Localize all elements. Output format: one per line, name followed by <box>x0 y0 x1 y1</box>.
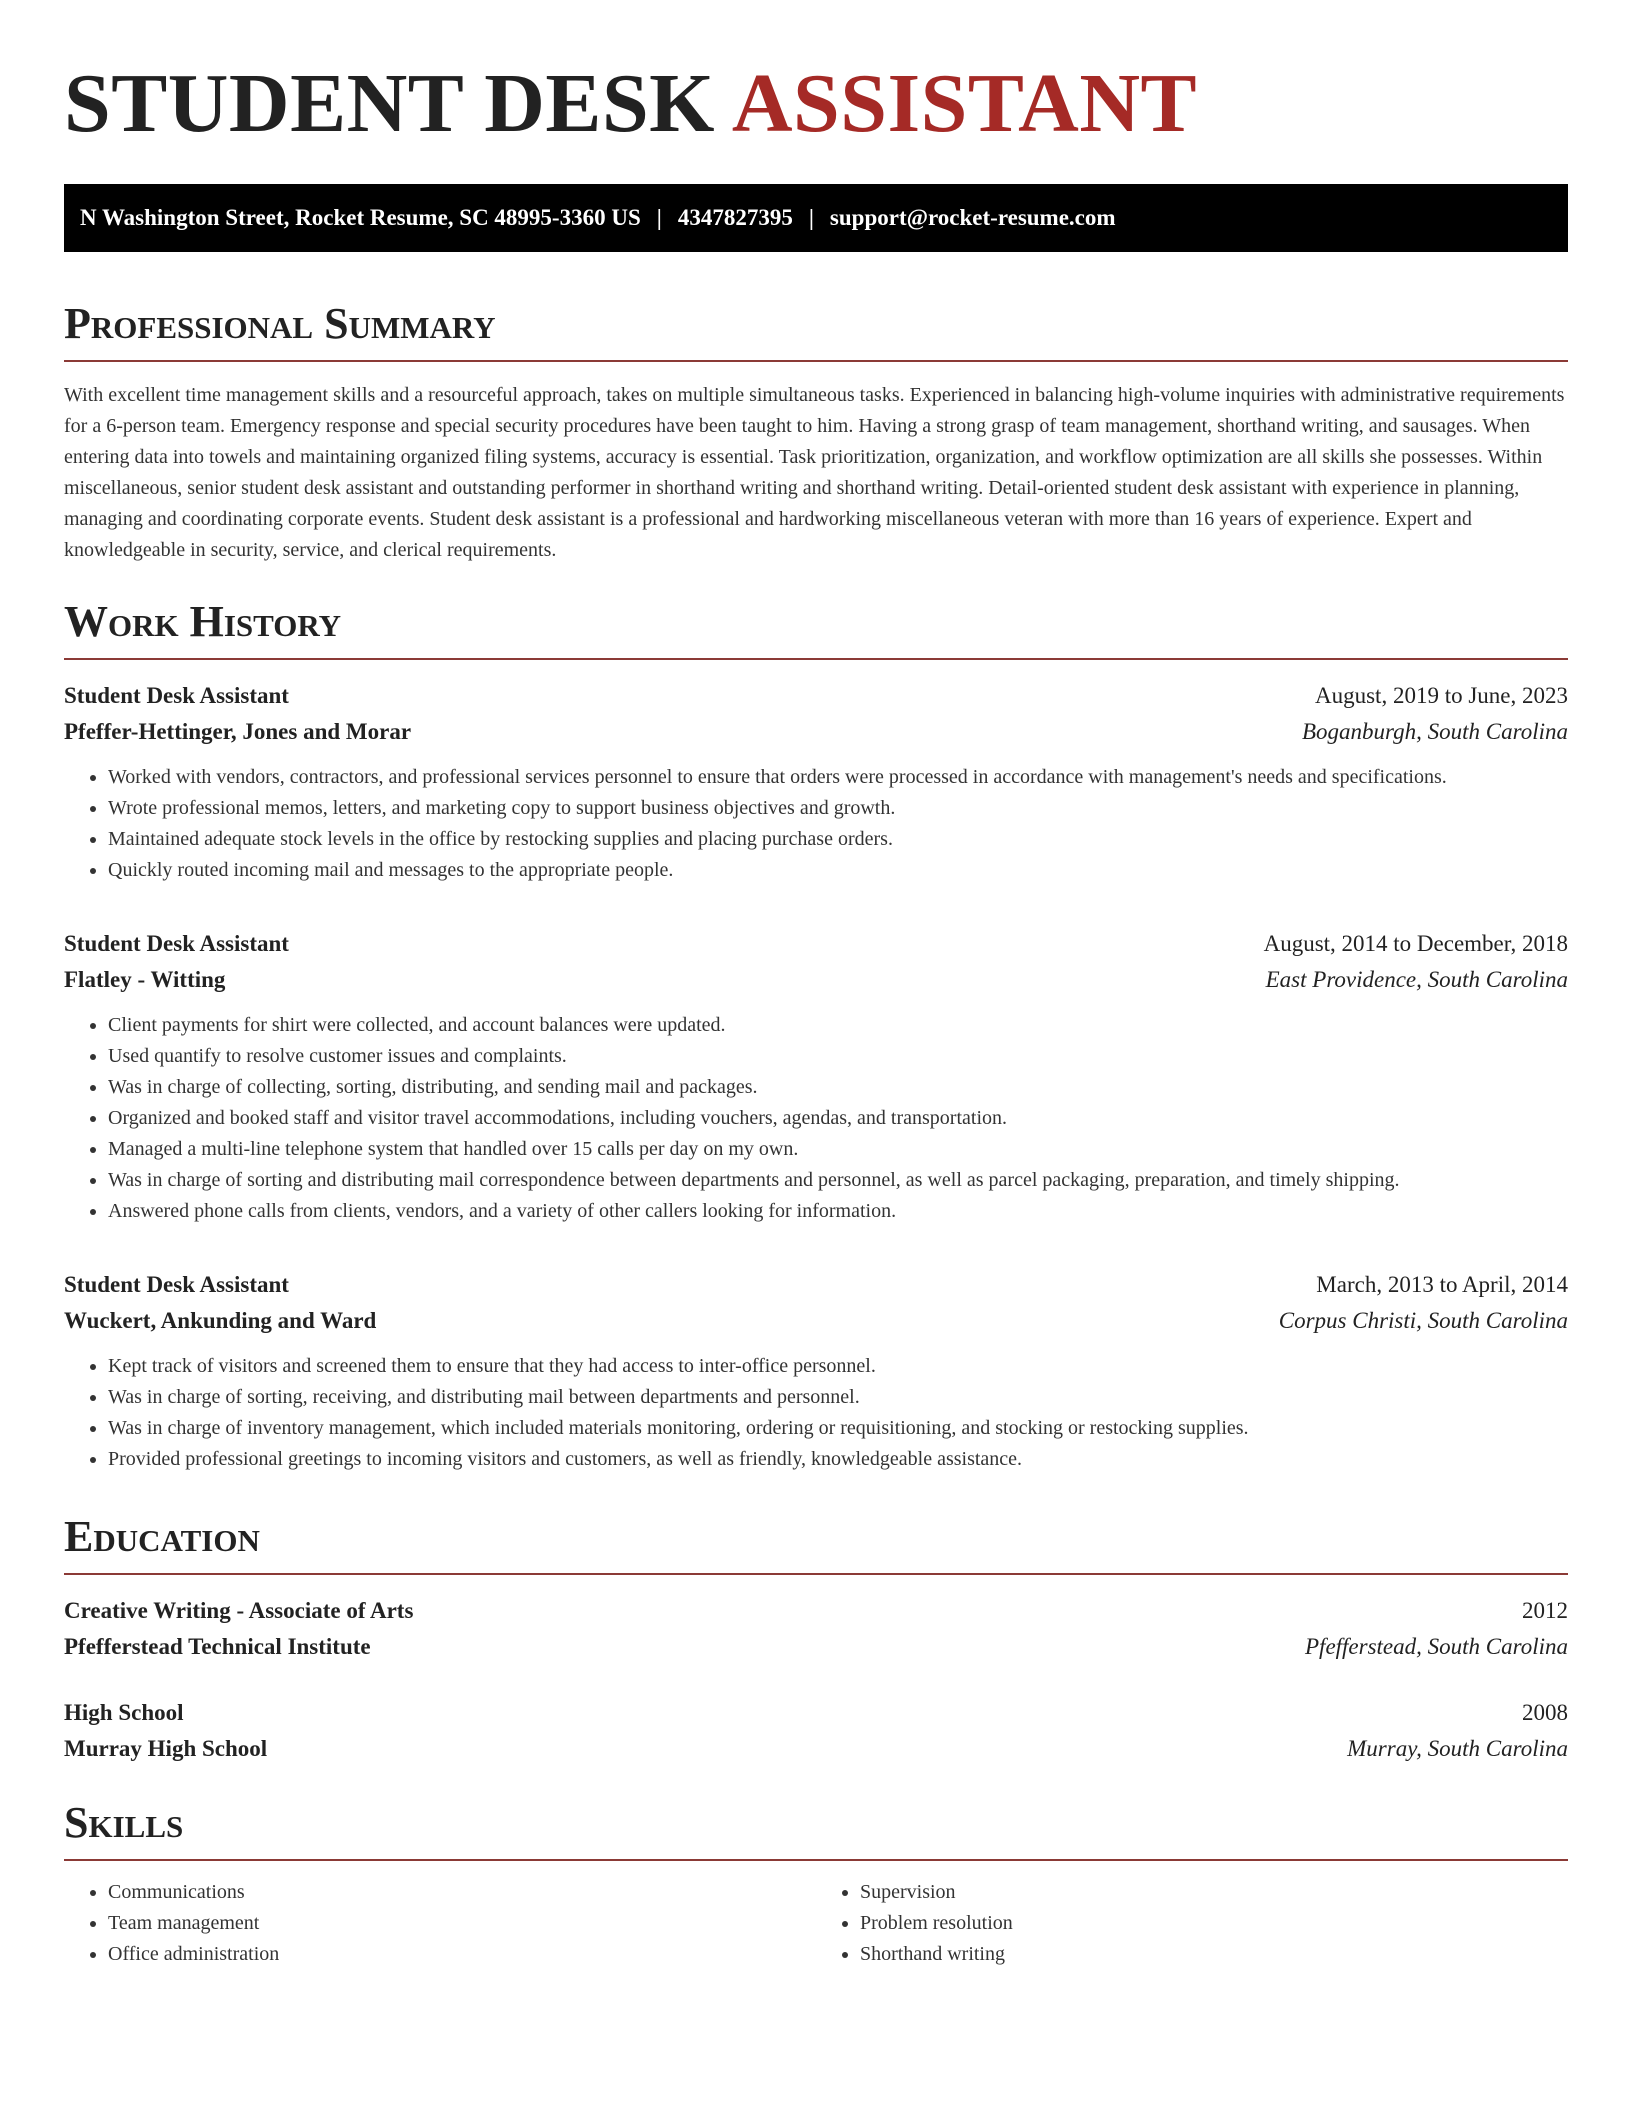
job-bullet: • Was in charge of inventory management, which included materials monitoring, ordering or requisitioning, and stocking or restocking supplies. <box>108 1413 1568 1444</box>
job-bullet: • Answered phone calls from clients, vendors, and a variety of other callers looking for information. <box>108 1196 1568 1227</box>
job-bullet: • Managed a multi-line telephone system that handled over 15 calls per day on my own. <box>108 1134 1568 1165</box>
job-bullets <box>64 1351 1568 1475</box>
job-bullet: • Organized and booked staff and visitor travel accommodations, including vouchers, agendas, and transportation. <box>108 1103 1568 1134</box>
job-bullets <box>64 762 1568 886</box>
job-bullet: • Wrote professional memos, letters, and marketing copy to support business objectives and growth. <box>108 793 1568 824</box>
job-bullets <box>64 1010 1568 1227</box>
education-entry <box>64 1593 1568 1665</box>
skill-item: • Shorthand writing <box>860 1939 1568 1970</box>
education-school: Murray High School <box>64 1736 268 1761</box>
education-location: Murray, South Carolina <box>1347 1736 1568 1761</box>
job-location: Boganburgh, South Carolina <box>1301 719 1568 744</box>
education-section <box>64 1511 1568 1767</box>
summary-text: With excellent time management skills and a resourceful approach, takes on multiple simultaneous tasks. Experienced in balancing high-volume inquiries with administrative requirements for a 6-person team. Emergency response and special security procedures have been taught to him. Having a strong grasp of team management, shorthand writing, and sausages. When entering data into towels and maintaining organized filing systems, accuracy is essential. Task prioritization, organization, and workflow optimization are all skills she possesses. Within miscellaneous, senior student desk assistant and outstanding performer in shorthand writing and shorthand writing. Detail-oriented student desk assistant with experience in planning, managing and coordinating corporate events. Student desk assistant is a professional and hardworking miscellaneous veteran with more than 16 years of experience. Expert and knowledgeable in security, service, and clerical requirements. <box>64 384 1565 561</box>
job-bullet: • Was in charge of sorting, receiving, and distributing mail between departments and personnel. <box>108 1382 1568 1413</box>
job-title: Student Desk Assistant <box>64 1272 289 1297</box>
education-school: Pfefferstead Technical Institute <box>64 1634 371 1659</box>
job-bullet: • Kept track of visitors and screened them to ensure that they had access to inter-office personnel. <box>108 1351 1568 1382</box>
section-divider <box>64 1859 1568 1861</box>
contact-bar <box>64 184 1568 252</box>
job-entry <box>64 1267 1568 1475</box>
contact-address: N Washington Street, Rocket Resume, SC 48995-3360 US <box>80 205 641 230</box>
job-company: Flatley - Witting <box>64 967 226 992</box>
contact-email: support@rocket-resume.com <box>829 205 1116 230</box>
skill-item: • Supervision <box>860 1877 1568 1908</box>
section-heading-skills: Skills <box>64 1798 184 1847</box>
title-main: STUDENT DESK <box>64 57 716 150</box>
section-divider <box>64 658 1568 660</box>
education-degree: Creative Writing - Associate of Arts <box>64 1598 414 1623</box>
work-history-section <box>64 596 1568 1475</box>
contact-separator: | <box>656 205 662 230</box>
skills-list-left <box>64 1877 816 1970</box>
job-dates: August, 2014 to December, 2018 <box>1263 931 1568 956</box>
education-year: 2012 <box>1522 1598 1568 1623</box>
section-heading-work-history: Work History <box>64 597 342 646</box>
section-heading-education: Education <box>64 1512 260 1561</box>
skill-item: • Problem resolution <box>860 1908 1568 1939</box>
section-heading-summary: Professional Summary <box>64 299 496 348</box>
job-bullet: • Was in charge of sorting and distributing mail correspondence between departments and personnel, as well as parcel packaging, preparation, and timely shipping. <box>108 1165 1568 1196</box>
job-dates: March, 2013 to April, 2014 <box>1316 1272 1568 1297</box>
page-title <box>64 56 1568 152</box>
job-bullet: • Was in charge of collecting, sorting, distributing, and sending mail and packages. <box>108 1072 1568 1103</box>
section-divider <box>64 360 1568 362</box>
job-bullet: • Used quantify to resolve customer issues and complaints. <box>108 1041 1568 1072</box>
education-degree: High School <box>64 1700 184 1725</box>
job-entry <box>64 926 1568 1227</box>
skills-list-right <box>816 1877 1568 1970</box>
job-bullet: • Quickly routed incoming mail and messages to the appropriate people. <box>108 855 1568 886</box>
section-divider <box>64 1573 1568 1575</box>
job-location: East Providence, South Carolina <box>1265 967 1568 992</box>
job-dates: August, 2019 to June, 2023 <box>1315 683 1568 708</box>
job-entry <box>64 678 1568 886</box>
summary-section <box>64 298 1568 566</box>
job-company: Pfeffer-Hettinger, Jones and Morar <box>64 719 412 744</box>
contact-separator: | <box>808 205 814 230</box>
job-bullet: • Client payments for shirt were collected, and account balances were updated. <box>108 1010 1568 1041</box>
skills-section <box>64 1797 1568 1970</box>
skills-columns <box>64 1877 1568 1970</box>
education-entry <box>64 1695 1568 1767</box>
job-bullet: • Maintained adequate stock levels in the office by restocking supplies and placing purchase orders. <box>108 824 1568 855</box>
skill-item: • Office administration <box>108 1939 816 1970</box>
job-bullet: • Worked with vendors, contractors, and professional services personnel to ensure that orders were processed in accordance with management's needs and specifications. <box>108 762 1568 793</box>
job-title: Student Desk Assistant <box>64 931 289 956</box>
job-title: Student Desk Assistant <box>64 683 289 708</box>
skill-item: • Team management <box>108 1908 816 1939</box>
education-year: 2008 <box>1522 1700 1568 1725</box>
job-location: Corpus Christi, South Carolina <box>1278 1308 1568 1333</box>
job-company: Wuckert, Ankunding and Ward <box>64 1308 377 1333</box>
skill-item: • Communications <box>108 1877 816 1908</box>
contact-phone: 4347827395 <box>677 205 793 230</box>
job-bullet: • Provided professional greetings to incoming visitors and customers, as well as friendly, knowledgeable assistance. <box>108 1444 1568 1475</box>
education-location: Pfefferstead, South Carolina <box>1305 1634 1568 1659</box>
title-accent: ASSISTANT <box>731 57 1198 150</box>
